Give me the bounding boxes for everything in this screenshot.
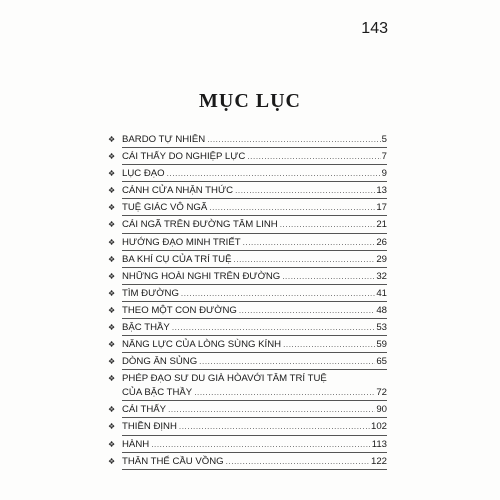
toc-entry-page: 53 [376, 322, 387, 334]
dot-leader [226, 453, 370, 470]
diamond-bullet-icon: ❖ [108, 357, 116, 367]
toc-entry-title: THEO MỘT CON ĐƯỜNG [122, 304, 237, 316]
toc-entry-page: 7 [381, 151, 387, 163]
toc-entry-page: 41 [376, 287, 387, 299]
toc-entry [108, 353, 387, 370]
diamond-bullet-icon: ❖ [108, 405, 116, 415]
toc-entry-title: CÁNH CỬA NHẬN THỨC [122, 185, 234, 197]
toc-entry-title: BẬC THẦY [122, 322, 170, 334]
dot-leader [209, 199, 375, 216]
diamond-bullet-icon: ❖ [108, 456, 116, 466]
table-of-contents [108, 131, 387, 470]
entry-rule [122, 469, 387, 470]
toc-entry [108, 453, 387, 470]
toc-entry-title: CÁI THẤY DO NGHIỆP LỰC [122, 151, 246, 163]
dot-leader [243, 234, 376, 251]
toc-entry-page: 32 [376, 270, 387, 282]
diamond-bullet-icon: ❖ [108, 152, 116, 162]
toc-entry-title: BARDO TỰ NHIÊN [122, 134, 206, 145]
toc-entry-page: 29 [376, 253, 387, 265]
dot-leader [181, 285, 375, 302]
dot-leader [179, 418, 370, 435]
toc-entry-page: 21 [376, 219, 387, 231]
toc-entry-title: HÀNH [122, 438, 150, 450]
toc-entry-page: 5 [381, 134, 387, 145]
toc-entry [108, 268, 387, 285]
toc-entry-page: 122 [370, 455, 387, 467]
toc-entry-title: CÁI NGÃ TRÊN ĐƯỜNG TÂM LINH [122, 219, 278, 231]
toc-entry [108, 131, 387, 148]
toc-entry-page: 72 [376, 386, 387, 398]
diamond-bullet-icon: ❖ [108, 254, 116, 264]
diamond-bullet-icon: ❖ [108, 135, 116, 144]
toc-entry-title: NĂNG LỰC CỦA LÒNG SÙNG KÍNH [122, 339, 282, 351]
toc-entry-title-line1: PHÉP ĐẠO SƯ DU GIÀ HÒAVỚI TÂM TRÍ TUỆ [122, 373, 327, 385]
diamond-bullet-icon: ❖ [108, 305, 116, 315]
toc-entry-page: 65 [376, 356, 387, 368]
toc-entry-page: 26 [376, 236, 387, 248]
toc-entry-title: TUỆ GIÁC VÔ NGÃ [122, 202, 208, 214]
toc-entry [108, 418, 387, 435]
page-title: MỤC LỤC [199, 90, 301, 112]
toc-entry-title: CÁI THẤY [122, 404, 167, 416]
toc-entry [108, 251, 387, 268]
dot-leader [172, 319, 376, 336]
toc-entry-title: NHỮNG HOÀI NGHI TRÊN ĐƯỜNG [122, 270, 281, 282]
dot-leader [235, 182, 375, 199]
dot-leader [151, 436, 371, 453]
dot-leader [168, 401, 375, 418]
toc-entry-title: THIỀN ĐỊNH [122, 421, 177, 433]
toc-entry-page: 17 [376, 202, 387, 214]
diamond-bullet-icon: ❖ [108, 237, 116, 247]
dot-leader [207, 131, 380, 148]
diamond-bullet-icon: ❖ [108, 340, 116, 350]
toc-entry-title: HƯỚNG ĐẠO MINH TRIẾT [122, 236, 241, 248]
page-number: 143 [361, 20, 388, 37]
dot-leader [282, 268, 375, 285]
dot-leader [280, 216, 376, 233]
toc-entry [108, 401, 387, 418]
toc-entry [108, 319, 387, 336]
diamond-bullet-icon: ❖ [108, 186, 116, 196]
dot-leader [167, 165, 381, 182]
diamond-bullet-icon: ❖ [108, 203, 116, 213]
toc-entry [108, 148, 387, 165]
toc-entry [108, 302, 387, 319]
dot-leader [247, 148, 380, 165]
toc-entry-page: 9 [381, 168, 387, 180]
toc-entry-title: TÌM ĐƯỜNG [122, 287, 179, 299]
dot-leader [239, 302, 375, 319]
toc-entry [108, 182, 387, 199]
diamond-bullet-icon: ❖ [108, 422, 116, 432]
diamond-bullet-icon: ❖ [108, 439, 116, 449]
diamond-bullet-icon: ❖ [108, 374, 116, 384]
diamond-bullet-icon: ❖ [108, 323, 116, 333]
dot-leader [233, 251, 375, 268]
toc-entry [108, 436, 387, 453]
toc-entry [108, 234, 387, 251]
diamond-bullet-icon: ❖ [108, 220, 116, 230]
toc-entry-page: 13 [376, 185, 387, 197]
toc-entry-title: CỦA BẬC THẦY [122, 386, 193, 398]
diamond-bullet-icon: ❖ [108, 169, 116, 179]
toc-entry [108, 370, 387, 401]
diamond-bullet-icon: ❖ [108, 271, 116, 281]
toc-entry [108, 336, 387, 353]
toc-entry-page: 48 [376, 304, 387, 316]
toc-entry-page: 90 [376, 404, 387, 416]
dot-leader [199, 353, 375, 370]
dot-leader [283, 336, 375, 353]
toc-entry-title: BA KHÍ CỤ CỦA TRÍ TUỆ [122, 253, 232, 265]
toc-entry-page: 113 [371, 438, 387, 450]
toc-entry-title: THÂN THỂ CẦU VỒNG [122, 455, 224, 467]
toc-entry [108, 285, 387, 302]
dot-leader [194, 384, 375, 401]
toc-entry-title: DÒNG ÂN SỦNG [122, 356, 198, 368]
diamond-bullet-icon: ❖ [108, 288, 116, 298]
toc-entry-page: 102 [370, 421, 387, 433]
toc-entry [108, 199, 387, 216]
toc-entry-page: 59 [376, 339, 387, 351]
toc-entry-title: LỤC ĐẠO [122, 168, 165, 180]
toc-entry [108, 165, 387, 182]
toc-entry [108, 216, 387, 233]
